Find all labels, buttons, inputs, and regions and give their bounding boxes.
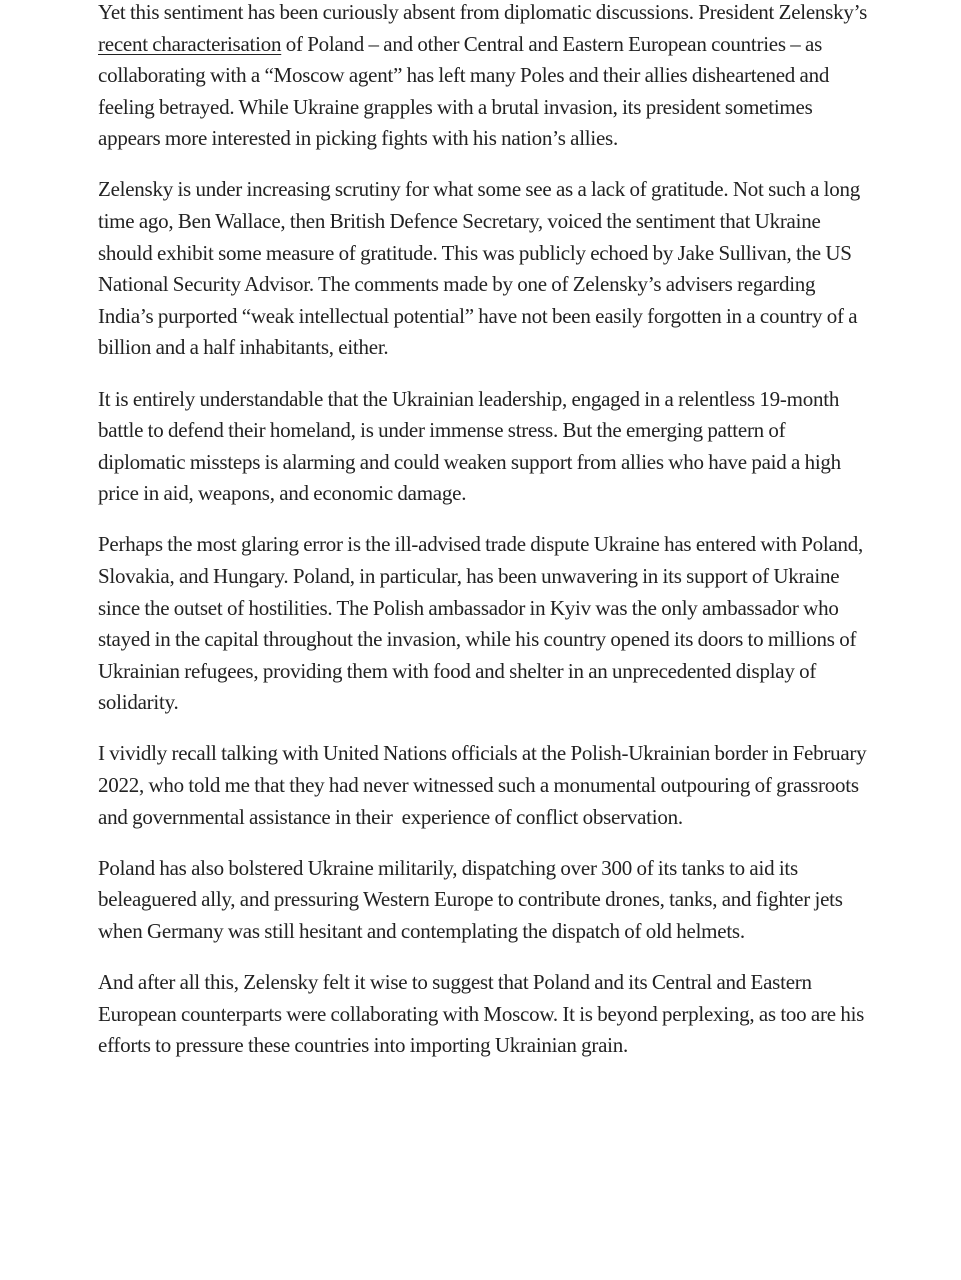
article-paragraph-3: It is entirely understandable that the Ukrainian leadership, engaged in a relentless 19-month battle to defend their homeland, is under immense stress. But the emerging pattern of diplomatic missteps is alarming and could weaken support from allies who have paid a high price in aid, weapons, and economic damage. xyxy=(98,386,841,506)
article-paragraph-5: I vividly recall talking with United Nations officials at the Polish-Ukrainian border in February 2022, who told me that they had never witnessed such a monumental outpouring of grassroots and governmental assistance in their experience of conflict observation. xyxy=(98,741,871,829)
article-paragraph-7: And after all this, Zelensky felt it wise to suggest that Poland and its Central and Eastern European counterparts were collaborating with Moscow. It is beyond perplexing, as too are his efforts to pressure these countries into importing Ukrainian grain. xyxy=(98,970,865,1058)
article-paragraph-2: Zelensky is under increasing scrutiny for what some see as a lack of gratitude. Not such a long time ago, Ben Wallace, then British Defence Secretary, voiced the sentiment that Ukraine should exhibit some measure of gratitude. This was publicly echoed by Jake Sullivan, the US National Security Advisor. The comments made by one of Zelensky’s advisers regarding India’s purported “weak intellectual potential” have not been easily forgotten in a country of a billion and a half inhabitants, either. xyxy=(98,177,861,360)
article-body xyxy=(98,0,870,1081)
recent-characterisation-link[interactable]: recent characterisation xyxy=(98,31,282,56)
article-paragraph-1 xyxy=(98,0,870,155)
paragraph-text: Yet this sentiment has been curiously absent from diplomatic discussions. President Zelensky’s xyxy=(98,0,868,24)
article-paragraph-6: Poland has also bolstered Ukraine militarily, dispatching over 300 of its tanks to aid its beleaguered ally, and pressuring Western Europe to contribute drones, tanks, and fighter jets when Germany was still hesitant and contemplating the dispatch of old helmets. xyxy=(98,855,843,943)
article-paragraph-4: Perhaps the most glaring error is the ill-advised trade dispute Ukraine has entered with Poland, Slovakia, and Hungary. Poland, in particular, has been unwavering in its support of Ukraine since the outset of hostilities. The Polish ambassador in Kyiv was the only ambassador who stayed in the capital throughout the invasion, while his country opened its doors to millions of Ukrainian refugees, providing them with food and shelter in an unprecedented display of solidarity. xyxy=(98,532,864,715)
paragraph-text: of Poland – and other Central and Eastern European countries – as collaborating with a “Moscow agent” has left many Poles and their allies disheartened and feeling betrayed. While Ukraine grapples with a brutal invasion, its president sometimes appears more interested in picking fights with his nation’s allies. xyxy=(98,31,830,151)
